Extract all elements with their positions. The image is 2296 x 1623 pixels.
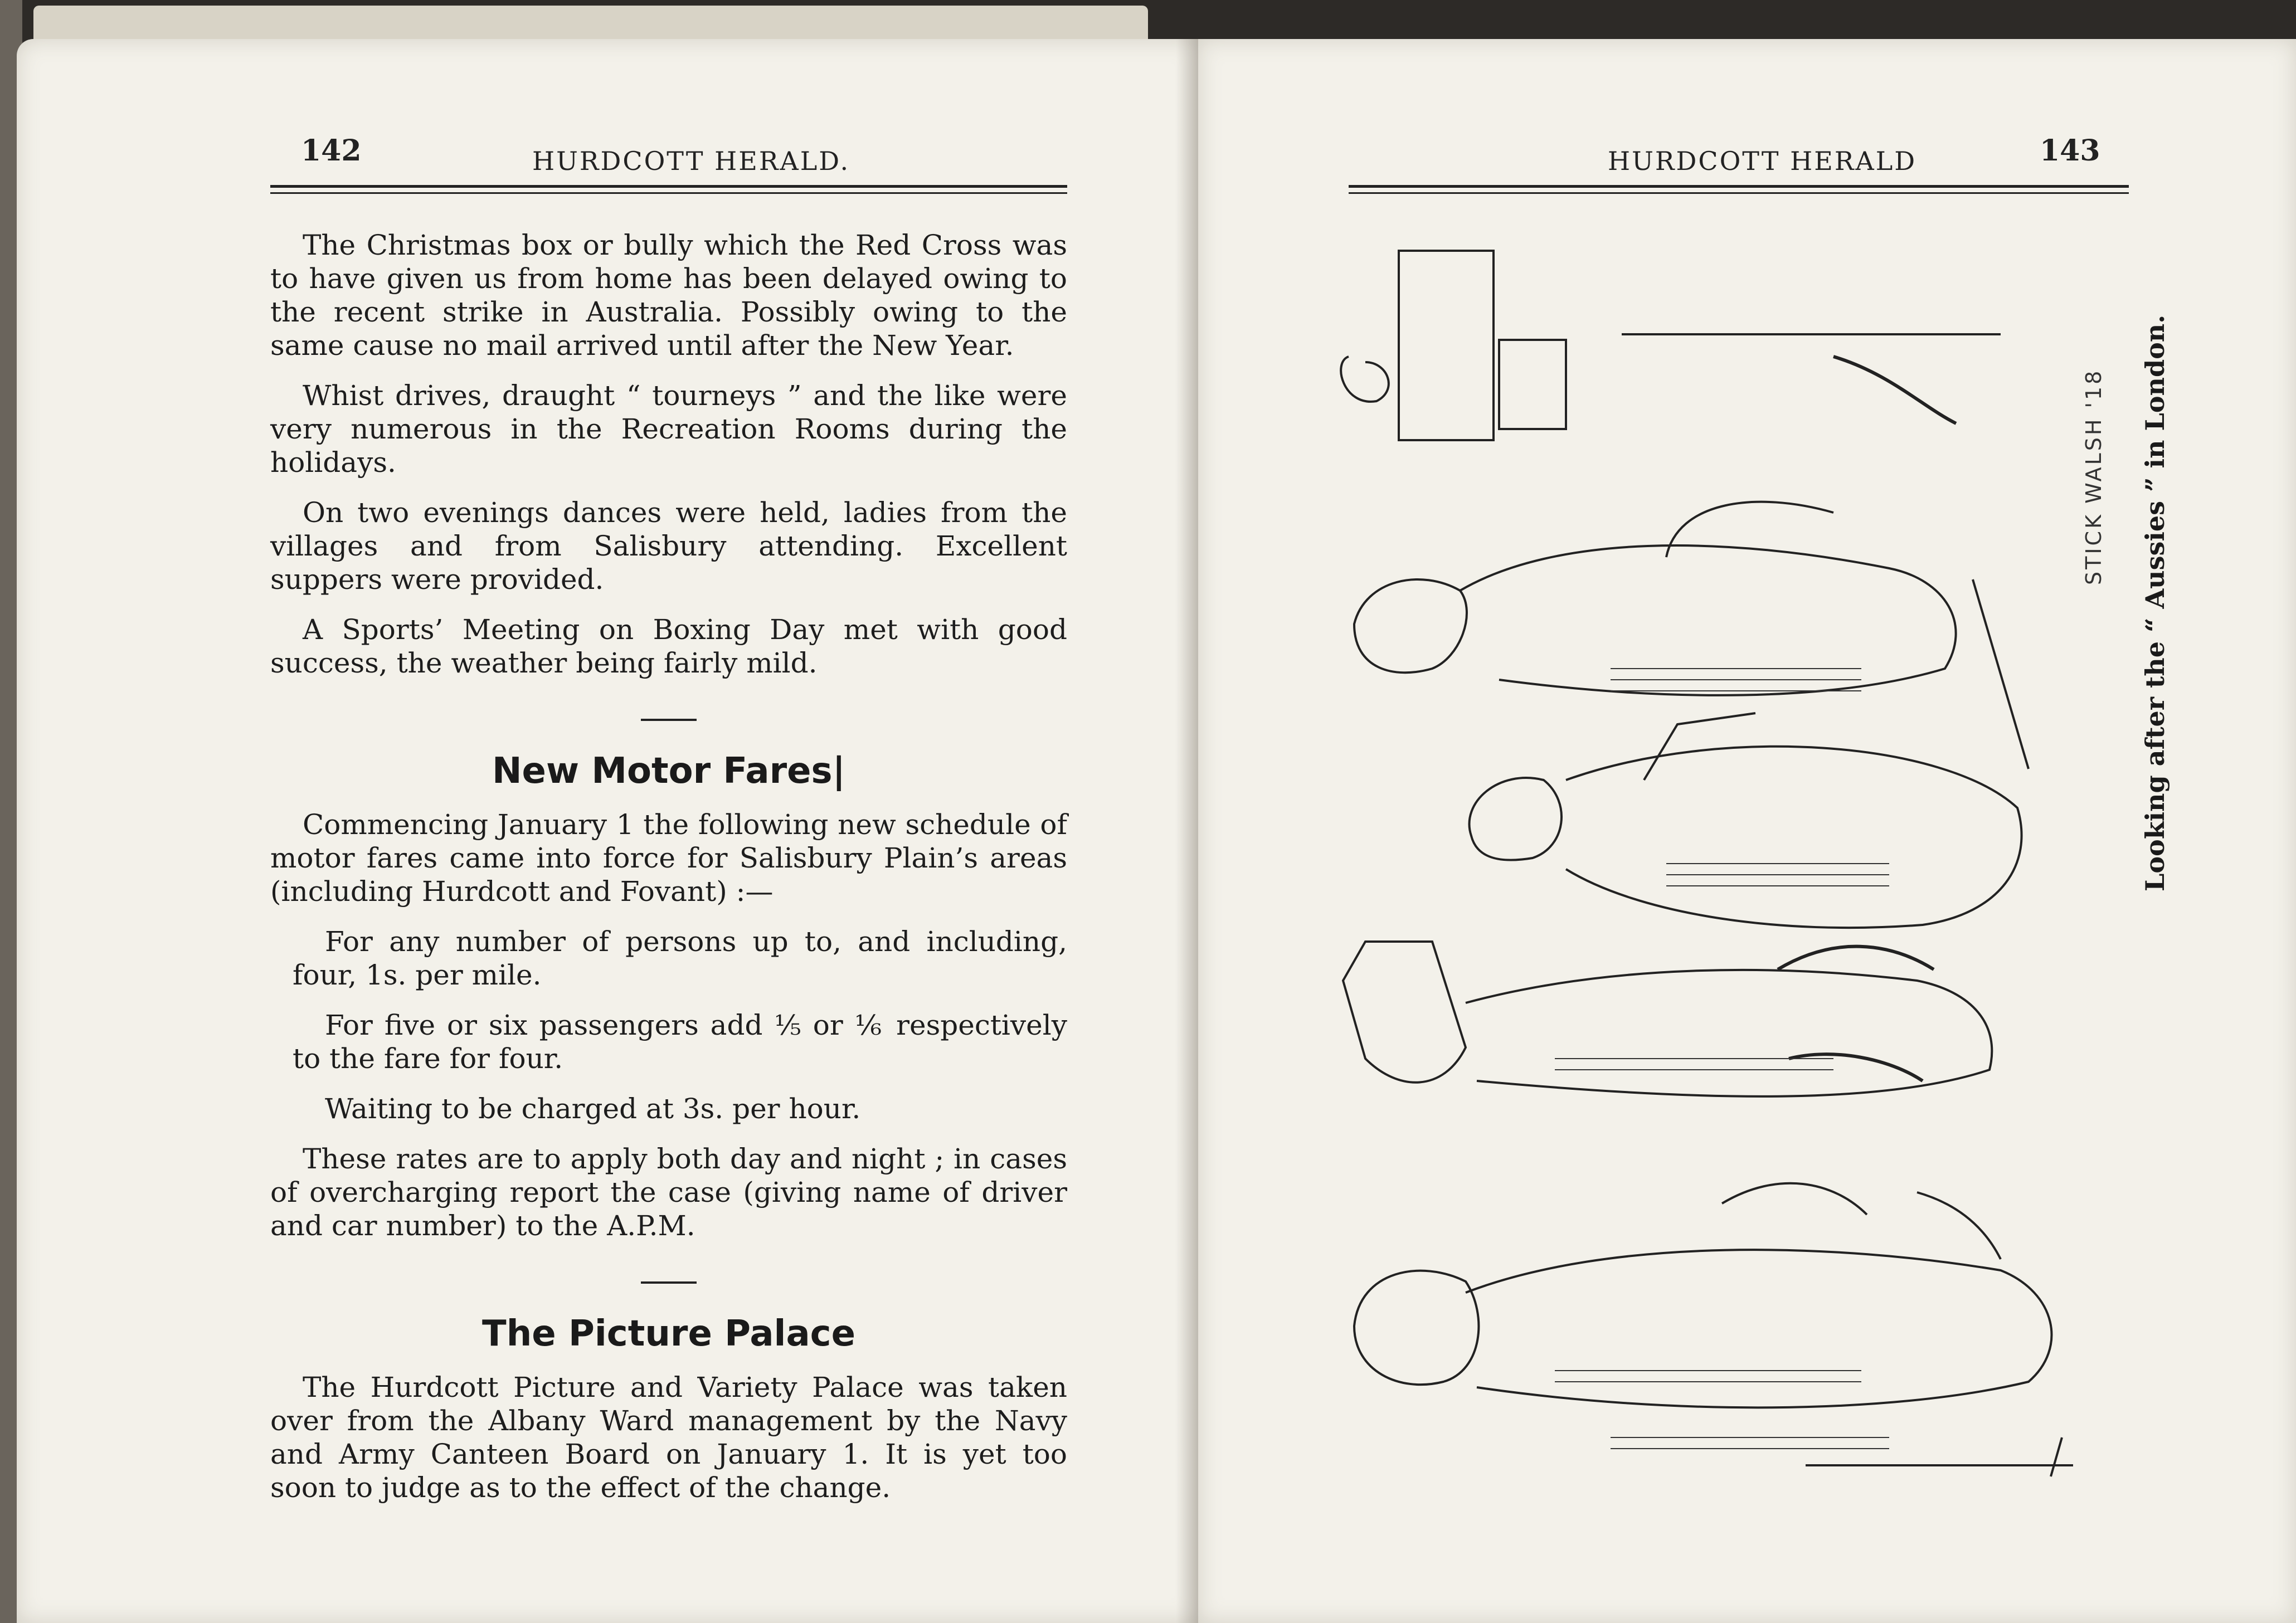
left-running-head: HURDCOTT HERALD. [532,146,850,176]
door-sign [1399,251,1494,440]
cartoon-illustration [1332,223,2112,1549]
right-running-head: HURDCOTT HERALD [1608,146,1917,176]
fare-item: For any number of persons up to, and including, four, 1s. per mile. [293,925,1067,991]
section-divider [641,719,697,721]
right-header-rule [1349,185,2129,188]
left-header-rule [270,185,1067,188]
paragraph: Commencing January 1 the following new schedule of motor fares came into force for Salisbury Plain’s areas (including Hurdcott and Fovant) :— [270,808,1067,908]
right-page-number: 143 [2040,134,2100,168]
left-page-text [270,228,1067,1521]
section-heading-picture-palace: The Picture Palace [482,1313,855,1354]
fare-item: Waiting to be charged at 3s. per hour. [325,1093,861,1125]
paragraph: The Christmas box or bully which the Red Cross was to have given us from home has been delayed owing to the recent strike in Australia. Possibly owing to the same cause no mail arrived until after the New Year. [270,229,1067,362]
paragraph: A Sports’ Meeting on Boxing Day met with good success, the weather being fairly mild. [270,613,1067,679]
section-heading-motor-fares: New Motor Fares| [492,750,846,792]
artist-signature: STICK WALSH '18 [2081,368,2106,585]
paragraph: On two evenings dances were held, ladies from the villages and from Salisbury attending. Excellent suppers were provided. [270,496,1067,596]
section-divider [641,1281,697,1284]
left-header-rule-thin [270,192,1067,194]
paragraph: Whist drives, draught “ tourneys ” and the like were very numerous in the Recreation Rooms during the holidays. [270,379,1067,479]
left-page-number: 142 [301,134,362,168]
fare-item: For five or six passengers add ⅕ or ⅙ respectively to the fare for four. [293,1009,1067,1075]
paragraph: The Hurdcott Picture and Variety Palace was taken over from the Albany Ward management by the Navy and Army Canteen Board on January 1. It is yet too soon to judge as to the effect of the change. [270,1371,1067,1504]
right-header-rule-thin [1349,192,2129,194]
paragraph: These rates are to apply both day and night ; in cases of overcharging report the case (giving name of driver and car number) to the A.P.M. [270,1143,1067,1242]
illustration-caption: Looking after the “ Aussies ” in London. [2140,314,2170,891]
